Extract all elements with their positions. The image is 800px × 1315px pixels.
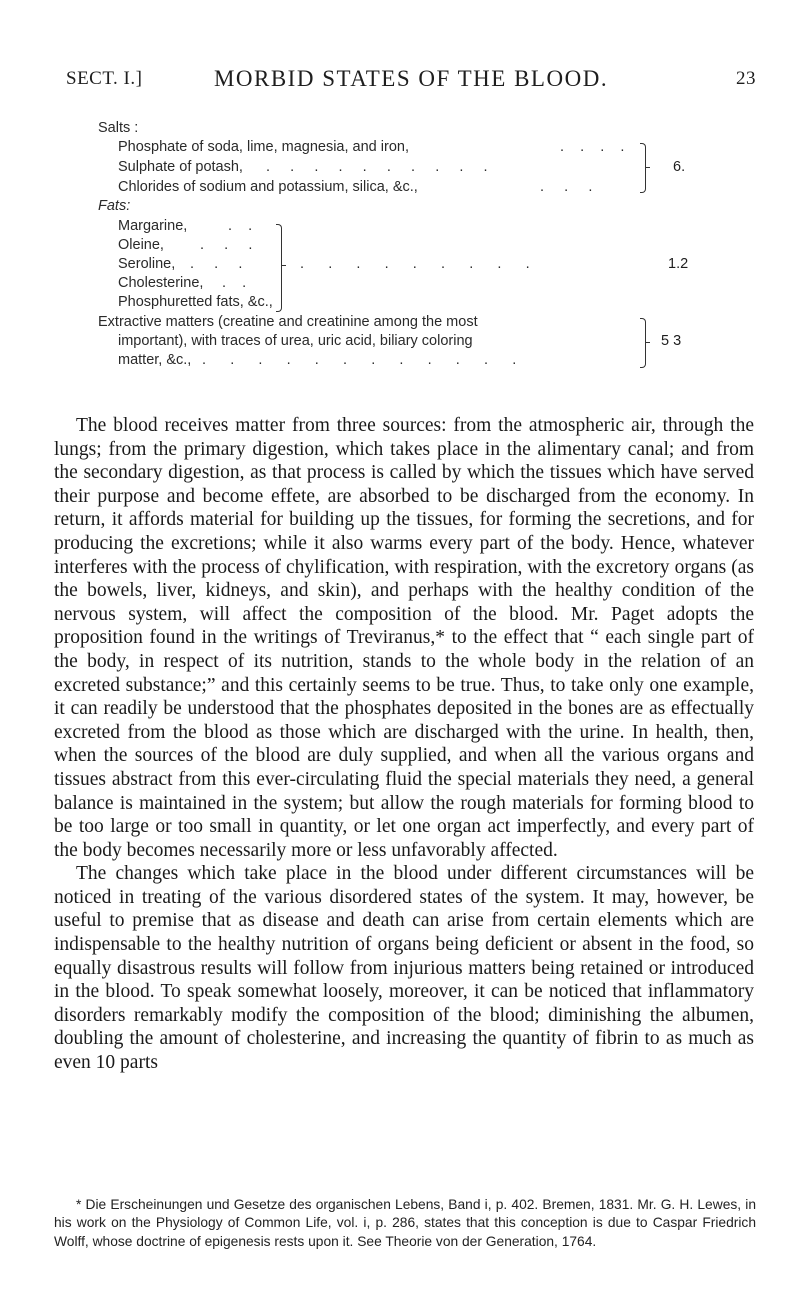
paragraph: The changes which take place in the blood under different circumstances will be noticed in treating of the various disordered states of the system. It may, however, be useful to premise that as disease and death can arise from certain elements which are indispensable to the healthy nutrition of organs being deficient or absent in the food, so equally disastrous results will follow from injurious matters being retained or introduced in the blood. To speak somewhat loosely, moreover, it can be noticed that inflammatory disorders remarkably modify the composition of the blood; diminishing the albumen, doubling the amount of cholesterine, and increasing the quantity of fibrin to as much as even 10 parts	[54, 863, 754, 1074]
fats-item: Oleine,	[118, 237, 164, 253]
extractive-line: matter, &c.,	[118, 352, 192, 368]
leader-dots: . . . . . . . . .	[300, 256, 530, 272]
salts-value: 6.	[673, 159, 686, 175]
brace-tip	[645, 342, 650, 343]
section-label: SECT. I.]	[66, 68, 143, 89]
fats-item: Margarine,	[118, 218, 188, 234]
fats-heading: Fats:	[98, 198, 131, 214]
extractive-line: important), with traces of urea, uric acid, biliary coloring	[118, 333, 473, 349]
leader-dots: . .	[228, 218, 253, 234]
extractive-brace	[640, 318, 646, 368]
salts-item: Sulphate of potash,	[118, 159, 243, 175]
fats-value: 1.2	[668, 256, 689, 272]
paragraph: The blood receives matter from three sources: from the atmospheric air, through the lungs; from the primary digestion, which takes place in the alimentary canal; and from the secondary digestion, as that process is called by which the tissues which have served their purpose and become effete, are absorbed to be discharged from the economy. In return, it affords material for building up the tissues, for forming the secretions, and for producing the excretions; while it also warms every part of the body. Hence, whatever interferes with the process of chylification, with respiration, with the excretory organs (as the bowels, liver, kidneys, and skin), and perhaps with the healthy condition of the nervous system, will affect the composition of the blood. Mr. Paget adopts the proposition found in the writings of Treviranus,* to the effect that “ each single part of the body, in respect of its nutrition, stands to the whole body in the relation of an excreted substance;” and this certainly seems to be true. Thus, to take only one example, it can readily be understood that the phosphates deposited in the bones are as effectually excreted from the blood as those which are discharged with the urine. In health, then, when the sources of the blood are duly supplied, and when all the various organs and tissues abstract from this ever-circulating fluid the special materials they need, a general balance is maintained in the system; but allow the rough materials for forming blood to be too large or too small in quantity, or let one organ act imperfectly, and every part of the body becomes necessarily more or less unfavorably affected.	[54, 415, 754, 861]
leader-dots: . . . . . . . . . .	[266, 159, 488, 175]
page-number: 23	[736, 68, 756, 89]
brace-tip	[645, 167, 650, 168]
fats-item: Cholesterine,	[118, 275, 204, 291]
leader-dots: . .	[222, 275, 247, 291]
leader-dots: . . .	[190, 256, 243, 272]
fats-item: Phosphuretted fats, &c.,	[118, 294, 273, 310]
salts-brace	[640, 143, 646, 193]
extractive-value: 5 3	[661, 333, 682, 349]
fats-brace	[276, 224, 282, 312]
salts-item: Chlorides of sodium and potassium, silica, &c.,	[118, 179, 418, 195]
leader-dots: . . .	[200, 237, 253, 253]
salts-item: Phosphate of soda, lime, magnesia, and iron,	[118, 139, 409, 155]
salts-heading: Salts :	[98, 120, 139, 136]
running-header	[66, 66, 756, 96]
fats-item: Seroline,	[118, 256, 176, 272]
extractive-line: Extractive matters (creatine and creatinine among the most	[98, 314, 478, 330]
body-text	[54, 414, 754, 1075]
brace-tip	[281, 265, 286, 266]
page-title: MORBID STATES OF THE BLOOD.	[213, 66, 609, 91]
footnote	[54, 1196, 756, 1251]
leader-dots: . . . . . . . . . . . .	[202, 352, 517, 368]
leader-dots: . . . .	[560, 139, 625, 155]
footnote-text: * Die Erscheinungen und Gesetze des organischen Lebens, Band i, p. 402. Bremen, 1831. Mr. G. H. Lewes, in his work on the Physiology of Common Life, vol. i, p. 286, states that this conception is due to Caspar Friedrich Wolff, whose doctrine of epigenesis rests upon it. See Theorie von der Generation, 1764.	[54, 1197, 756, 1249]
leader-dots: . . .	[540, 179, 593, 195]
